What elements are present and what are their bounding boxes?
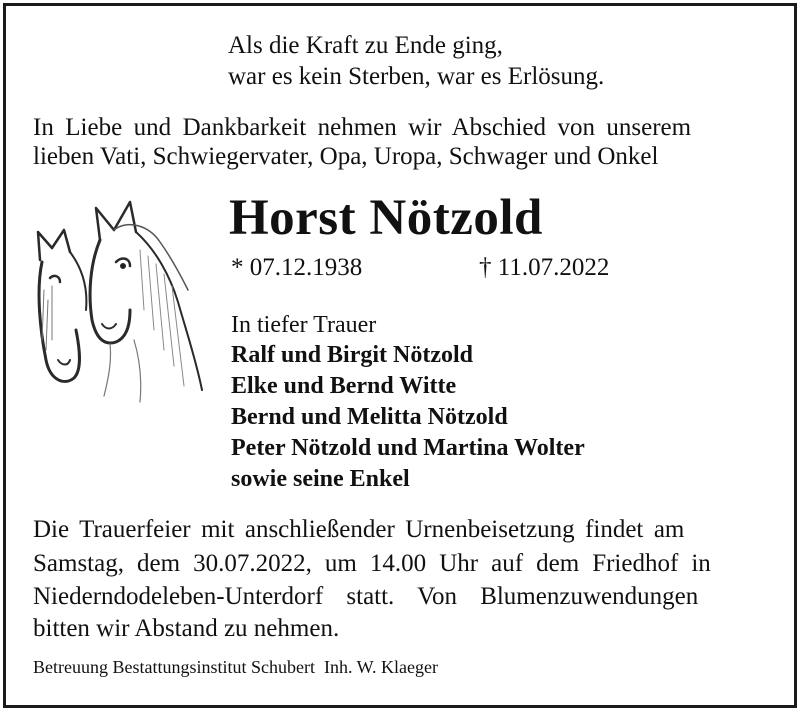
funeral-home-footer: Betreuung Bestattungsinstitut Schubert Inh. W. Klaeger xyxy=(33,657,438,677)
mourners-heading: In tiefer Trauer xyxy=(231,312,377,338)
service-line-2: Samstag, dem 30.07.2022, um 14.00 Uhr auf dem Friedhof in xyxy=(33,550,711,577)
mourner-name: Ralf und Birgit Nötzold xyxy=(231,342,474,368)
service-line-1: Die Trauerfeier mit anschließender Urnenbeisetzung findet am xyxy=(33,516,685,543)
poem-line-2: war es kein Sterben, war es Erlösung. xyxy=(228,63,605,90)
service-line-3: Niederndodeleben-Unterdorf statt. Von Blumenzuwendungen xyxy=(33,583,699,610)
mourner-name: sowie seine Enkel xyxy=(231,466,410,492)
deceased-name: Horst Nötzold xyxy=(229,190,543,246)
mourner-name: Elke und Bernd Witte xyxy=(231,373,457,399)
horse-heads-drawing-icon xyxy=(30,190,214,410)
intro-line-1: In Liebe und Dankbarkeit nehmen wir Abschied von unserem xyxy=(33,114,692,141)
death-date: † 11.07.2022 xyxy=(479,254,610,281)
mourner-name: Bernd und Melitta Nötzold xyxy=(231,404,508,430)
mourner-name: Peter Nötzold und Martina Wolter xyxy=(231,435,585,461)
birth-date: * 07.12.1938 xyxy=(231,254,363,281)
poem-line-1: Als die Kraft zu Ende ging, xyxy=(228,32,503,59)
intro-line-2: lieben Vati, Schwiegervater, Opa, Uropa, Schwager und Onkel xyxy=(33,143,659,170)
service-line-4: bitten wir Abstand zu nehmen. xyxy=(33,615,340,642)
